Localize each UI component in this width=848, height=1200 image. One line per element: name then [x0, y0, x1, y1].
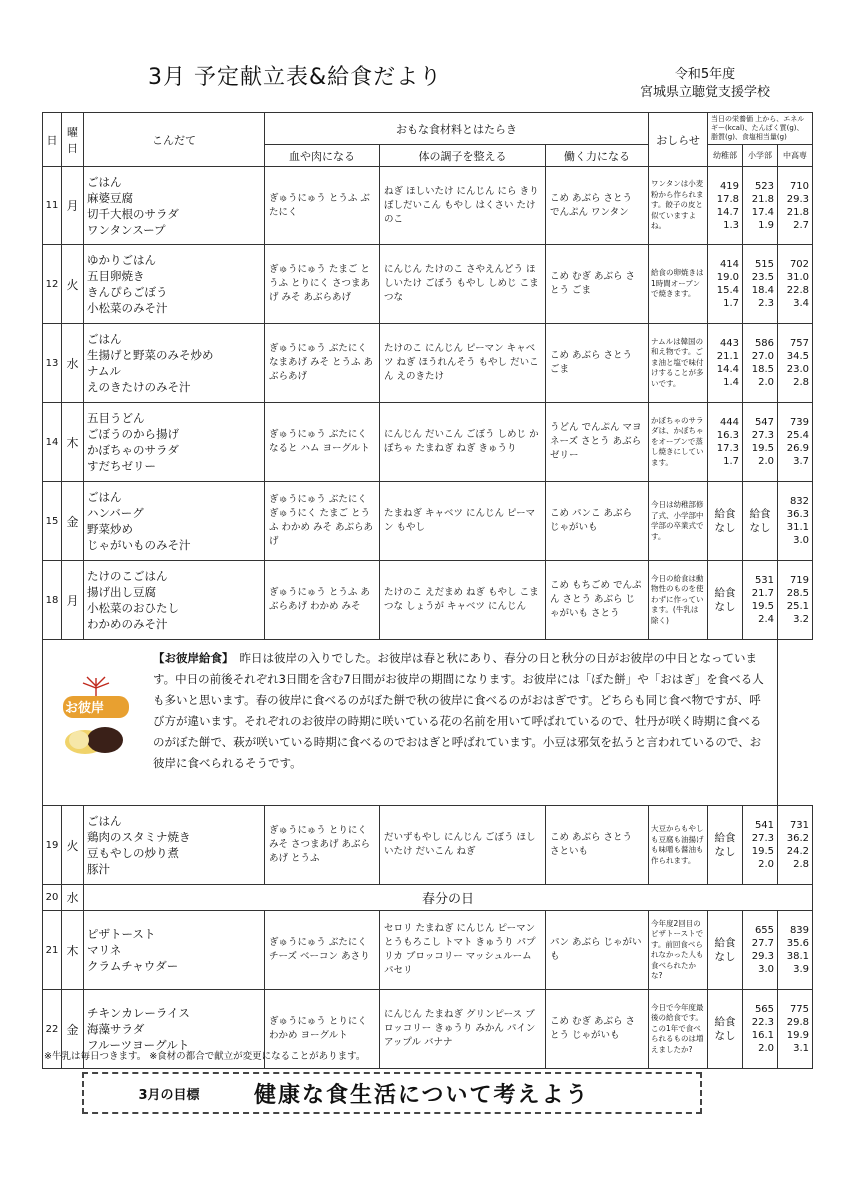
dish-item: たけのこごはん: [87, 569, 168, 583]
page-title: 3月 予定献立表&給食だより: [148, 65, 443, 90]
dish-item: ごはん: [87, 814, 122, 828]
nutrition-value: 443: [719, 338, 740, 349]
nutrition-value: 2.0: [758, 456, 775, 467]
nutrition-value: 29.3: [751, 951, 775, 962]
menu-row: [43, 561, 813, 640]
nutrition-value: 2.0: [758, 377, 775, 388]
ingredients-blood: ぎゅうにゅう たまご とうふ とりにく さつまあげ みそ あぶらあげ: [265, 245, 380, 324]
holiday-label: 春分の日: [84, 885, 813, 911]
nutrition-value: 2.0: [758, 859, 775, 870]
monthly-goal: [82, 1072, 702, 1114]
nutrition-value: 25.1: [786, 601, 810, 612]
day-of-week: 金: [62, 990, 84, 1069]
menu-row: [43, 806, 813, 885]
nutrition-value: 2.8: [793, 377, 810, 388]
header-notice: おしらせ: [649, 113, 708, 167]
day-number: 15: [43, 482, 62, 561]
nutrition-value: 21.8: [751, 193, 775, 205]
no-lunch-label: なし: [714, 846, 736, 858]
ingredients-energy: こめ あぶら さとう さといも: [546, 806, 649, 885]
ingredients-blood: ぎゅうにゅう ぶたにく チーズ ベーコン あさり: [265, 911, 380, 990]
dish-item: ナムル: [87, 364, 121, 378]
dish-item: マリネ: [87, 943, 122, 957]
menu-table: [42, 112, 813, 1069]
nutrition-value: 18.5: [751, 364, 775, 375]
dish-item: フルーツヨーグルト: [87, 1038, 190, 1052]
dish-item: 小松菜のみそ汁: [87, 301, 168, 315]
dish-item: えのきたけのみそ汁: [87, 380, 191, 394]
ingredients-energy: こめ むぎ あぶら さとう じゃがいも: [546, 990, 649, 1069]
nutrition-kinder: [708, 245, 743, 324]
ohigan-note: [43, 640, 778, 806]
menu-row: [43, 167, 813, 245]
ohigan-text: 昨日は彼岸の入りでした。お彼岸は春と秋にあり、春分の日と秋分の日がお彼岸の中日となっています。中日の前後それぞれ3日間を含む7日間がお彼岸の期間になります。お彼岸には「ぼた餅」や「おはぎ」を食べる人も多いと思います。春の彼岸に食べるのがぼた餅で秋の彼岸に食べるのがおはぎです。どちらも同じ食べ物ですが、呼び方が違います。それぞれのお彼岸の時期に咲いている花の名前を用いて呼ばれているので、牡丹が咲く時期に食べるのがぼた餅で、萩が咲いている時期に食べるのでおはぎと呼ばれています。小豆は邪気を払うと言われているので、お彼岸に食べられるそうです。: [153, 651, 764, 770]
notice-text: ワンタンは小麦粉から作られます。餃子の皮と似ていますよね。: [649, 167, 708, 245]
dish-item: 五目卵焼き: [87, 269, 145, 283]
dish-item: じゃがいものみそ汁: [87, 538, 191, 552]
no-lunch-label: なし: [749, 522, 771, 534]
nutrition-value: 2.8: [793, 859, 810, 870]
nutrition-value: 419: [719, 180, 740, 192]
day-of-week: 金: [62, 482, 84, 561]
nutrition-value: 27.7: [751, 938, 775, 949]
nutrition-value: 710: [789, 180, 810, 192]
nutrition-value: 19.5: [751, 443, 775, 454]
nutrition-kinder-none: [708, 911, 743, 990]
dish-item: きんぴらごぼう: [87, 285, 168, 299]
nutrition-value: 1.3: [723, 219, 740, 231]
nutrition-elem-none: [743, 482, 778, 561]
nutrition-kinder-none: [708, 990, 743, 1069]
dish-item: 五目うどん: [87, 411, 145, 425]
menu-row: [43, 403, 813, 482]
goal-label: 3月の目標: [138, 1087, 200, 1103]
notice-text: 給食の卵焼きは1時間オーブンで焼きます。: [649, 245, 708, 324]
nutrition-value: 27.3: [751, 833, 775, 844]
ingredients-blood: ぎゅうにゅう ぶたにく ぎゅうにく たまご とうふ わかめ みそ あぶらあげ: [265, 482, 380, 561]
nutrition-middle: [778, 806, 813, 885]
ingredients-body: たけのこ にんじん ピーマン キャベツ ねぎ ほうれんそう もやし だいこん えのきたけ: [380, 324, 546, 403]
dish-item: 切千大根のサラダ: [87, 206, 179, 221]
nutrition-value: 31.1: [786, 522, 810, 533]
nutrition-kinder-none: [708, 482, 743, 561]
header-dow: 曜日: [62, 113, 84, 167]
nutrition-value: 31.0: [786, 272, 810, 283]
nutrition-elem: [743, 245, 778, 324]
dish-list: [84, 245, 265, 324]
holiday-section: [43, 885, 813, 911]
dish-item: ごはん: [87, 332, 122, 346]
dish-list: [84, 561, 265, 640]
menu-rows-b: [43, 806, 813, 885]
nutrition-value: 17.3: [716, 443, 740, 454]
nutrition-value: 16.1: [751, 1030, 775, 1041]
nutrition-kinder-none: [708, 806, 743, 885]
school-name: 宮城県立聴覚支援学校: [640, 85, 771, 100]
nutrition-value: 3.9: [793, 964, 810, 975]
ingredients-blood: ぎゅうにゅう とりにく わかめ ヨーグルト: [265, 990, 380, 1069]
nutrition-value: 2.4: [758, 614, 775, 625]
menu-row: [43, 482, 813, 561]
no-lunch-label: 給食: [714, 1016, 736, 1028]
ingredients-body: だいずもやし にんじん ごぼう ほしいたけ だいこん ねぎ: [380, 806, 546, 885]
nutrition-value: 3.7: [793, 456, 810, 467]
nutrition-elem: [743, 167, 778, 245]
nutrition-value: 414: [719, 259, 740, 270]
nutrition-value: 1.9: [758, 219, 775, 231]
nutrition-value: 547: [754, 417, 775, 428]
nutrition-middle: [778, 990, 813, 1069]
ohigan-text-block: [153, 648, 771, 774]
nutrition-value: 22.8: [786, 285, 810, 296]
no-lunch-label: 給食: [714, 937, 736, 949]
header-energy: 働く力になる: [546, 145, 649, 167]
ingredients-blood: ぎゅうにゅう ぶたにく なまあげ みそ とうふ あぶらあげ: [265, 324, 380, 403]
dish-list: [84, 806, 265, 885]
nutrition-value: 24.2: [786, 846, 810, 857]
no-lunch-label: 給食: [714, 832, 736, 844]
ingredients-body: たけのこ えだまめ ねぎ もやし こまつな しょうが キャベツ にんじん: [380, 561, 546, 640]
no-lunch-label: 給食: [749, 508, 771, 520]
day-number: 18: [43, 561, 62, 640]
ingredients-body: たまねぎ キャベツ にんじん ピーマン もやし: [380, 482, 546, 561]
notice-text: 今日は幼稚部修了式、小学部中学部の卒業式です。: [649, 482, 708, 561]
nutrition-value: 2.0: [758, 1043, 775, 1054]
nutrition-value: 3.0: [758, 964, 775, 975]
no-lunch-label: 給食: [714, 508, 736, 520]
day-number: 19: [43, 806, 62, 885]
nutrition-elem: [743, 990, 778, 1069]
nutrition-elem: [743, 806, 778, 885]
dish-item: 生揚げと野菜のみそ炒め: [87, 348, 214, 362]
nutrition-value: 23.0: [786, 364, 810, 375]
day-number: 11: [43, 167, 62, 245]
ingredients-energy: こめ むぎ あぶら さとう ごま: [546, 245, 649, 324]
header-menu: こんだて: [84, 113, 265, 167]
nutrition-elem: [743, 561, 778, 640]
nutrition-value: 17.4: [751, 206, 775, 218]
nutrition-value: 36.2: [786, 833, 810, 844]
dish-list: [84, 403, 265, 482]
dish-item: ごはん: [87, 490, 122, 504]
notice-text: 今日で今年度最後の給食です。この1年で食べられるものは増えましたか?: [649, 990, 708, 1069]
day-of-week: 水: [62, 324, 84, 403]
ingredients-energy: うどん でんぷん マヨネーズ さとう あぶら ゼリー: [546, 403, 649, 482]
day-of-week: 月: [62, 561, 84, 640]
school-info: [640, 66, 770, 102]
nutrition-value: 531: [754, 575, 775, 586]
nutrition-value: 27.0: [751, 351, 775, 362]
nutrition-value: 34.5: [786, 351, 810, 362]
notice-text: かぼちゃのサラダは、かぼちゃをオーブンで蒸し焼きにしています。: [649, 403, 708, 482]
dish-item: ピザトースト: [87, 927, 156, 941]
header-nutrition-note: 当日の栄養価 上から、エネルギー(kcal)、たんぱく質(g)、脂質(g)、食塩相当量(g): [708, 113, 813, 145]
nutrition-elem: [743, 324, 778, 403]
ingredients-energy: こめ パンこ あぶら じゃがいも: [546, 482, 649, 561]
header-body: 体の調子を整える: [380, 145, 546, 167]
nutrition-value: 1.7: [723, 298, 740, 309]
dish-item: 豆もやしの炒り煮: [87, 846, 179, 860]
nutrition-value: 739: [789, 417, 810, 428]
ingredients-energy: こめ あぶら さとう でんぷん ワンタン: [546, 167, 649, 245]
dish-item: 麻婆豆腐: [87, 190, 133, 205]
nutrition-middle: [778, 482, 813, 561]
menu-row: [43, 245, 813, 324]
nutrition-value: 22.3: [751, 1017, 775, 1028]
header-middle: 中高専: [778, 145, 813, 167]
nutrition-middle: [778, 167, 813, 245]
nutrition-value: 565: [754, 1004, 775, 1015]
nutrition-value: 541: [754, 820, 775, 831]
nutrition-value: 444: [719, 417, 740, 428]
nutrition-value: 17.8: [716, 193, 740, 205]
day-number: 13: [43, 324, 62, 403]
nutrition-value: 839: [789, 925, 810, 936]
ingredients-body: ねぎ ほしいたけ にんじん にら きりぼしだいこん もやし はくさい たけのこ: [380, 167, 546, 245]
nutrition-middle: [778, 245, 813, 324]
nutrition-value: 21.8: [786, 206, 810, 218]
dish-list: [84, 911, 265, 990]
ingredients-energy: パン あぶら じゃがいも: [546, 911, 649, 990]
nutrition-value: 23.5: [751, 272, 775, 283]
dish-item: ワンタンスープ: [87, 222, 166, 237]
nutrition-kinder: [708, 167, 743, 245]
no-lunch-label: なし: [714, 1030, 736, 1042]
holiday-dow: 水: [62, 885, 84, 911]
dish-list: [84, 324, 265, 403]
nutrition-value: 3.1: [793, 1043, 810, 1054]
dish-item: チキンカレーライス: [87, 1006, 190, 1020]
nutrition-middle: [778, 403, 813, 482]
nutrition-value: 775: [789, 1004, 810, 1015]
nutrition-value: 26.9: [786, 443, 810, 454]
nutrition-value: 702: [789, 259, 810, 270]
nutrition-kinder: [708, 403, 743, 482]
nutrition-value: 586: [754, 338, 775, 349]
notice-text: 今年度2回目のピザトーストです。前回食べられなかった人も食べられたかな?: [649, 911, 708, 990]
dish-item: クラムチャウダー: [87, 959, 179, 973]
header-day: 日: [43, 113, 62, 167]
day-of-week: 木: [62, 911, 84, 990]
header-elem: 小学部: [743, 145, 778, 167]
ingredients-body: にんじん たけのこ さやえんどう ほしいたけ ごぼう もやし しめじ こまつな: [380, 245, 546, 324]
no-lunch-label: なし: [714, 522, 736, 534]
ingredients-energy: こめ あぶら さとう ごま: [546, 324, 649, 403]
header-blood: 血や肉になる: [265, 145, 380, 167]
nutrition-value: 832: [789, 496, 810, 507]
nutrition-value: 757: [789, 338, 810, 349]
header-ingredients: おもな食材料とはたらき: [265, 113, 649, 145]
nutrition-value: 515: [754, 259, 775, 270]
nutrition-value: 19.5: [751, 846, 775, 857]
dish-list: [84, 167, 265, 245]
day-of-week: 月: [62, 167, 84, 245]
footnote: ※牛乳は毎日つきます。 ※食材の都合で献立が変更になることがあります。: [44, 1051, 366, 1062]
notice-text: 今日の給食は動物性のものを使わずに作っています。(牛乳は除く): [649, 561, 708, 640]
dish-item: ごぼうのから揚げ: [87, 427, 179, 441]
dish-item: かぼちゃのサラダ: [87, 443, 179, 457]
nutrition-value: 15.4: [716, 285, 740, 296]
day-number: 14: [43, 403, 62, 482]
ohigan-badge: 【お彼岸給食】: [153, 651, 234, 665]
ingredients-blood: ぎゅうにゅう ぶたにく なると ハム ヨーグルト: [265, 403, 380, 482]
menu-rows-c: [43, 911, 813, 1069]
dish-item: ハンバーグ: [87, 506, 144, 520]
dish-item: 鶏肉のスタミナ焼き: [87, 830, 191, 844]
dish-list: [84, 482, 265, 561]
special-section: [43, 640, 813, 806]
ingredients-blood: ぎゅうにゅう とうふ あぶらあげ わかめ みそ: [265, 561, 380, 640]
dish-item: わかめのみそ汁: [87, 617, 168, 631]
nutrition-value: 2.3: [758, 298, 775, 309]
dish-item: ゆかりごはん: [87, 253, 156, 267]
notice-text: 大豆からもやしも豆腐も油揚げも味噌も醤油も作られます。: [649, 806, 708, 885]
nutrition-value: 29.3: [786, 193, 810, 205]
holiday-day: 20: [43, 885, 62, 911]
nutrition-value: 16.3: [716, 430, 740, 441]
nutrition-value: 25.4: [786, 430, 810, 441]
day-of-week: 火: [62, 245, 84, 324]
nutrition-value: 14.4: [716, 364, 740, 375]
nutrition-value: 21.7: [751, 588, 775, 599]
ohigan-illustration-label: お彼岸: [65, 701, 105, 716]
nutrition-value: 1.4: [723, 377, 740, 388]
nutrition-value: 719: [789, 575, 810, 586]
dish-item: すだちゼリー: [87, 459, 156, 473]
nutrition-value: 38.1: [786, 951, 810, 962]
nutrition-middle: [778, 561, 813, 640]
nutrition-value: 731: [789, 820, 810, 831]
ingredients-blood: ぎゅうにゅう とりにく みそ さつまあげ あぶらあげ とうふ: [265, 806, 380, 885]
nutrition-value: 36.3: [786, 509, 810, 520]
day-number: 12: [43, 245, 62, 324]
menu-row: [43, 911, 813, 990]
day-of-week: 木: [62, 403, 84, 482]
nutrition-value: 19.5: [751, 601, 775, 612]
dish-item: ごはん: [87, 174, 122, 189]
nutrition-elem: [743, 403, 778, 482]
ingredients-body: にんじん たまねぎ グリンピース ブロッコリー きゅうり みかん パインアップル バナナ: [380, 990, 546, 1069]
nutrition-value: 28.5: [786, 588, 810, 599]
nutrition-value: 3.0: [793, 535, 810, 546]
ingredients-energy: こめ もちごめ でんぷん さとう あぶら じゃがいも さとう: [546, 561, 649, 640]
notice-text: ナムルは韓国の和え物です。ごま油と塩で味付けすることが多いです。: [649, 324, 708, 403]
nutrition-elem: [743, 911, 778, 990]
nutrition-value: 14.7: [716, 206, 740, 218]
menu-rows: [43, 167, 813, 640]
ingredients-body: セロリ たまねぎ にんじん ピーマン とうもろこし トマト きゅうり パプリカ ブロッコリー マッシュルーム パセリ: [380, 911, 546, 990]
nutrition-value: 3.4: [793, 298, 810, 309]
dish-item: 揚げ出し豆腐: [87, 585, 156, 599]
nutrition-value: 3.2: [793, 614, 810, 625]
goal-text: 健康な食生活について考えよう: [254, 1082, 590, 1108]
dish-item: 小松菜のおひたし: [87, 601, 179, 615]
no-lunch-label: 給食: [714, 587, 736, 599]
nutrition-kinder: [708, 324, 743, 403]
nutrition-value: 21.1: [716, 351, 740, 362]
menu-row: [43, 324, 813, 403]
nutrition-value: 27.3: [751, 430, 775, 441]
nutrition-value: 35.6: [786, 938, 810, 949]
dish-item: 海藻サラダ: [87, 1022, 145, 1036]
nutrition-middle: [778, 324, 813, 403]
day-of-week: 火: [62, 806, 84, 885]
header-kinder: 幼稚部: [708, 145, 743, 167]
no-lunch-label: なし: [714, 601, 736, 613]
nutrition-value: 19.9: [786, 1030, 810, 1041]
nutrition-value: 2.7: [793, 219, 810, 231]
nutrition-value: 655: [754, 925, 775, 936]
dish-item: 野菜炒め: [87, 522, 133, 536]
ingredients-blood: ぎゅうにゅう とうふ ぶたにく: [265, 167, 380, 245]
nutrition-value: 523: [754, 180, 775, 192]
nutrition-value: 1.7: [723, 456, 740, 467]
no-lunch-label: なし: [714, 951, 736, 963]
nutrition-value: 29.8: [786, 1017, 810, 1028]
school-year: 令和5年度: [674, 67, 736, 82]
day-number: 22: [43, 990, 62, 1069]
nutrition-kinder-none: [708, 561, 743, 640]
nutrition-value: 19.0: [716, 272, 740, 283]
nutrition-value: 18.4: [751, 285, 775, 296]
ingredients-body: にんじん だいこん ごぼう しめじ かぼちゃ たまねぎ ねぎ きゅうり: [380, 403, 546, 482]
nutrition-middle: [778, 911, 813, 990]
day-number: 21: [43, 911, 62, 990]
dish-item: 豚汁: [87, 862, 110, 876]
